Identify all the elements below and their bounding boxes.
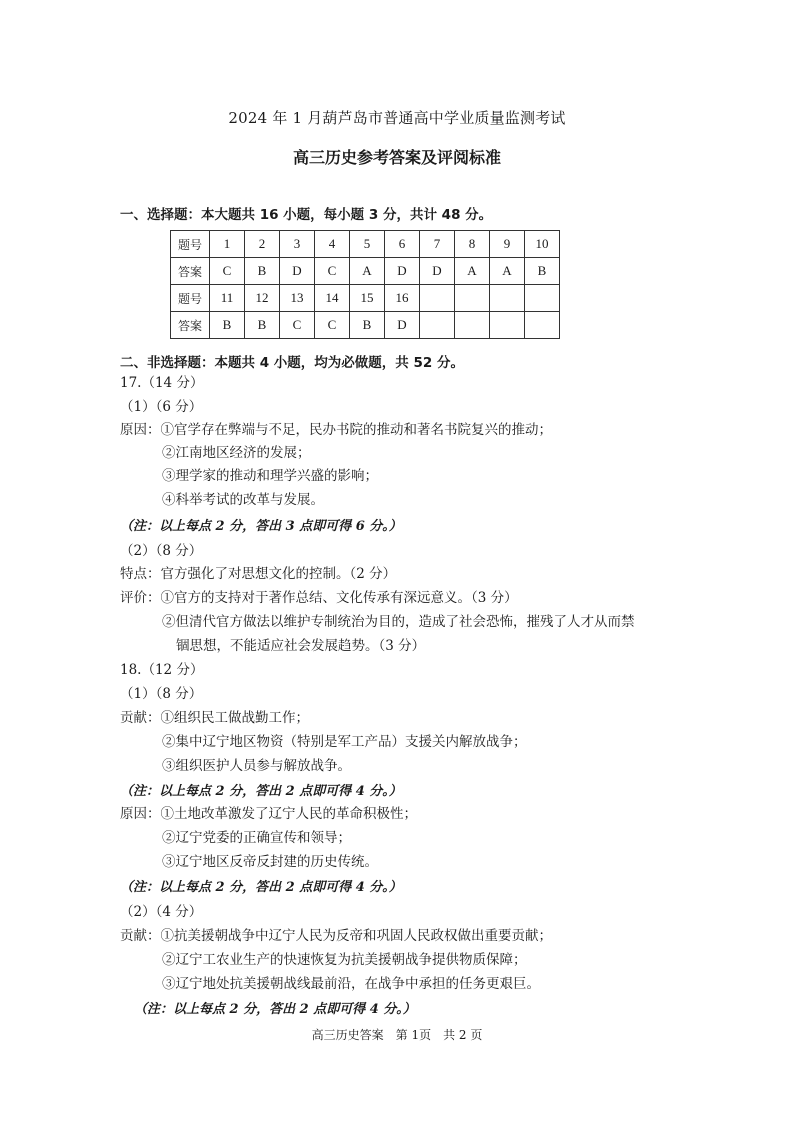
q17-part1-scoring-note: （注：以上每点 2 分，答出 3 点即可得 6 分。）: [120, 519, 402, 534]
q18-part2-line: ③辽宁地处抗美援朝战线最前沿，在战争中承担的任务更艰巨。: [162, 976, 540, 992]
q18-part2-line: 贡献：①抗美援朝战争中辽宁人民为反帝和巩固人民政权做出重要贡献；: [120, 928, 552, 944]
table-row-answers-2: [171, 312, 560, 339]
answer-letter: B: [245, 312, 280, 339]
answer-letter: A: [490, 258, 525, 285]
q17-part1-label: （1）（6 分）: [120, 399, 203, 415]
row-label-question: 题号: [171, 231, 210, 258]
empty-cell: [525, 312, 560, 339]
question-number: 3: [280, 231, 315, 258]
table-row-questions-1: [171, 231, 560, 258]
question-number: 8: [455, 231, 490, 258]
answer-letter: D: [420, 258, 455, 285]
answer-letter: D: [280, 258, 315, 285]
q18-part1-line: 原因：①土地改革激发了辽宁人民的革命积极性；: [120, 806, 417, 822]
q17-part1-line: ③理学家的推动和理学兴盛的影响；: [162, 468, 378, 484]
q18-part2-label: （2）（4 分）: [120, 904, 203, 920]
multiple-choice-answer-table: [170, 230, 560, 339]
answer-letter: B: [210, 312, 245, 339]
question-number: 13: [280, 285, 315, 312]
question-number: 10: [525, 231, 560, 258]
question-number: 2: [245, 231, 280, 258]
q18-label: 18.（12 分）: [120, 662, 204, 678]
q18-part1-scoring-note: （注：以上每点 2 分，答出 2 点即可得 4 分。）: [120, 880, 402, 895]
q18-part1-line: ②辽宁党委的正确宣传和领导；: [162, 830, 351, 846]
question-number: 4: [315, 231, 350, 258]
question-number: 11: [210, 285, 245, 312]
answer-letter: C: [210, 258, 245, 285]
empty-cell: [490, 285, 525, 312]
empty-cell: [420, 285, 455, 312]
question-number: 9: [490, 231, 525, 258]
question-number: 6: [385, 231, 420, 258]
q17-part2-line: ②但清代官方做法以维护专制统治为目的，造成了社会恐怖，摧残了人才从而禁: [162, 614, 635, 630]
exam-title: 2024 年 1 月葫芦岛市普通高中学业质量监测考试: [228, 109, 566, 127]
answer-letter: C: [315, 312, 350, 339]
section2-heading: 二、非选择题：本题共 4 小题，均为必做题，共 52 分。: [120, 355, 464, 371]
q17-part1-line: ④科举考试的改革与发展。: [162, 492, 324, 508]
question-number: 5: [350, 231, 385, 258]
row-label-answer: 答案: [171, 312, 210, 339]
question-number: 16: [385, 285, 420, 312]
empty-cell: [490, 312, 525, 339]
q17-part2-line: 特点：官方强化了对思想文化的控制。（2 分）: [120, 566, 397, 582]
answer-letter: C: [315, 258, 350, 285]
page-footer: 高三历史答案 第 1页 共 2 页: [311, 1028, 483, 1042]
q17-part2-line: 评价：①官方的支持对于著作总结、文化传承有深远意义。（3 分）: [120, 590, 518, 606]
section1-heading: 一、选择题：本大题共 16 小题，每小题 3 分，共计 48 分。: [120, 207, 493, 223]
q18-part2-scoring-note: （注：以上每点 2 分，答出 2 点即可得 4 分。）: [134, 1002, 416, 1017]
answer-letter: B: [245, 258, 280, 285]
answer-letter: C: [280, 312, 315, 339]
q17-part2-label: （2）（8 分）: [120, 543, 203, 559]
question-number: 1: [210, 231, 245, 258]
row-label-answer: 答案: [171, 258, 210, 285]
table-row-answers-1: [171, 258, 560, 285]
q18-part1-line: ③组织医护人员参与解放战争。: [162, 758, 351, 774]
empty-cell: [455, 285, 490, 312]
q18-part1-line: 贡献：①组织民工做战勤工作；: [120, 710, 309, 726]
empty-cell: [420, 312, 455, 339]
question-number: 15: [350, 285, 385, 312]
answer-letter: A: [455, 258, 490, 285]
answer-letter: B: [525, 258, 560, 285]
q17-part1-line: 原因：①官学存在弊端与不足，民办书院的推动和著名书院复兴的推动；: [120, 422, 552, 438]
question-number: 14: [315, 285, 350, 312]
document-subtitle: 高三历史参考答案及评阅标准: [292, 148, 501, 167]
row-label-question: 题号: [171, 285, 210, 312]
answer-letter: A: [350, 258, 385, 285]
q17-label: 17.（14 分）: [120, 375, 204, 391]
question-number: 7: [420, 231, 455, 258]
q18-part2-line: ②辽宁工农业生产的快速恢复为抗美援朝战争提供物质保障；: [162, 952, 527, 968]
q18-part1-label: （1）（8 分）: [120, 686, 203, 702]
q18-part1-line: ③辽宁地区反帝反封建的历史传统。: [162, 854, 378, 870]
empty-cell: [455, 312, 490, 339]
table-row-questions-2: [171, 285, 560, 312]
q17-part2-line: 锢思想，不能适应社会发展趋势。（3 分）: [176, 638, 426, 654]
question-number: 12: [245, 285, 280, 312]
q18-part1-line: ②集中辽宁地区物资（特别是军工产品）支援关内解放战争；: [162, 734, 527, 750]
q17-part1-line: ②江南地区经济的发展；: [162, 445, 311, 461]
answer-letter: D: [385, 258, 420, 285]
empty-cell: [525, 285, 560, 312]
answer-letter: B: [350, 312, 385, 339]
answer-letter: D: [385, 312, 420, 339]
q18-part1-scoring-note: （注：以上每点 2 分，答出 2 点即可得 4 分。）: [120, 784, 402, 799]
